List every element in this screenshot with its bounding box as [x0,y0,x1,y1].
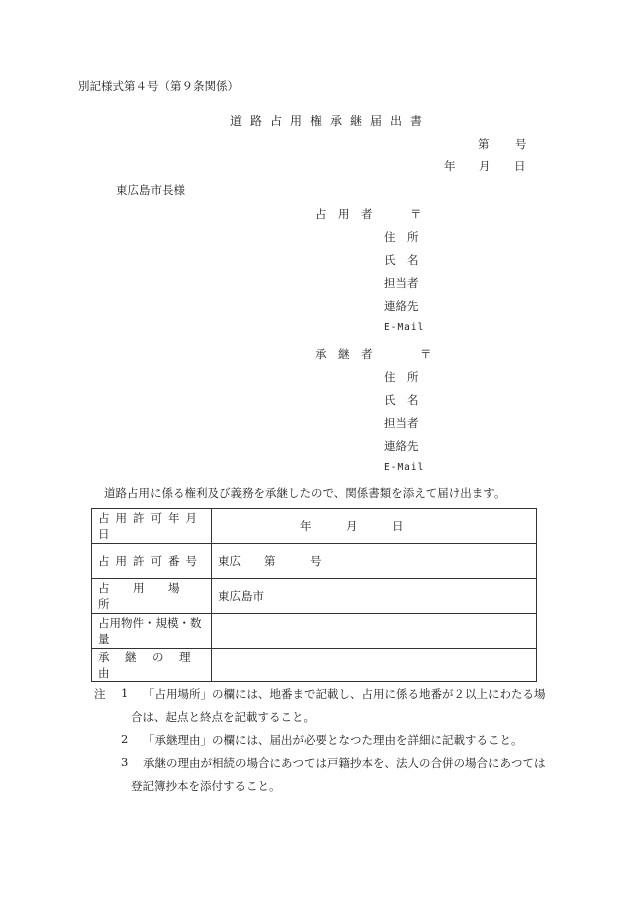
permit-date-value: 年 月 日 [212,509,537,544]
occupant-contact-person-label: 担当者 [384,276,419,290]
successor-name-label: 氏 名 [384,393,419,407]
addressee: 東広島市長様 [116,183,185,197]
note-3-line-1: 承継の理由が相続の場合にあつては戸籍抄本を、法人の合併の場合にあつては [143,756,546,770]
table-row [92,614,537,649]
table-row [92,544,537,579]
occupancy-object-label: 占用物件・規模・数量 [92,614,212,649]
occupant-phone-label: 連絡先 [384,299,419,313]
table-row [92,649,537,682]
note-2-number: 2 [121,732,129,746]
note-3-line-2: 登記簿抄本を添付すること。 [131,779,281,793]
occupant-name-label: 氏 名 [384,253,419,267]
note-2-line-1: 「承継理由」の欄には、届出が必要となつた理由を詳細に記載すること。 [143,733,523,747]
table-row [92,579,537,614]
occupant-heading: 占 用 者 [315,207,373,221]
date-day: 日 [514,159,526,173]
occupancy-object-value [212,614,537,649]
succession-reason-label: 承 継 の 理 由 [92,649,212,682]
permit-number-label: 占用許可番号 [92,544,212,579]
successor-address-label: 住 所 [384,370,419,384]
note-3-number: 3 [121,755,129,769]
date-year: 年 [444,159,456,173]
statement: 道路占用に係る権利及び義務を承継したので、関係書類を添えて届け出ます。 [104,486,506,500]
permit-date-label: 占用許可年月日 [92,509,212,544]
form-reference: 別記様式第４号（第９条関係） [78,79,239,93]
notes-prefix: 注 [94,687,106,701]
date-month: 月 [479,159,491,173]
document-title: 道路占用権承継届出書 [230,114,431,128]
note-1-line-1: 「占用場所」の欄には、地番まで記載し、占用に係る地番が２以上にわたる場 [143,687,546,701]
successor-phone-label: 連絡先 [384,439,419,453]
successor-postal-mark: 〒 [420,347,432,361]
succession-reason-value [212,649,537,682]
note-1-number: 1 [121,686,129,700]
occupant-email-label: E-Mail [384,322,425,333]
doc-number-dai: 第 [478,137,490,151]
occupancy-location-value: 東広島市 [212,579,537,614]
occupancy-location-label: 占 用 場 所 [92,579,212,614]
successor-contact-person-label: 担当者 [384,416,419,430]
permit-table [91,508,537,682]
successor-heading: 承 継 者 [315,347,373,361]
note-1-line-2: 合は、起点と終点を記載すること。 [131,710,315,724]
table-row [92,509,537,544]
successor-email-label: E-Mail [384,462,425,473]
permit-number-value: 東広 第 号 [212,544,537,579]
occupant-postal-mark: 〒 [410,207,422,221]
occupant-address-label: 住 所 [384,230,419,244]
doc-number-go: 号 [515,137,527,151]
